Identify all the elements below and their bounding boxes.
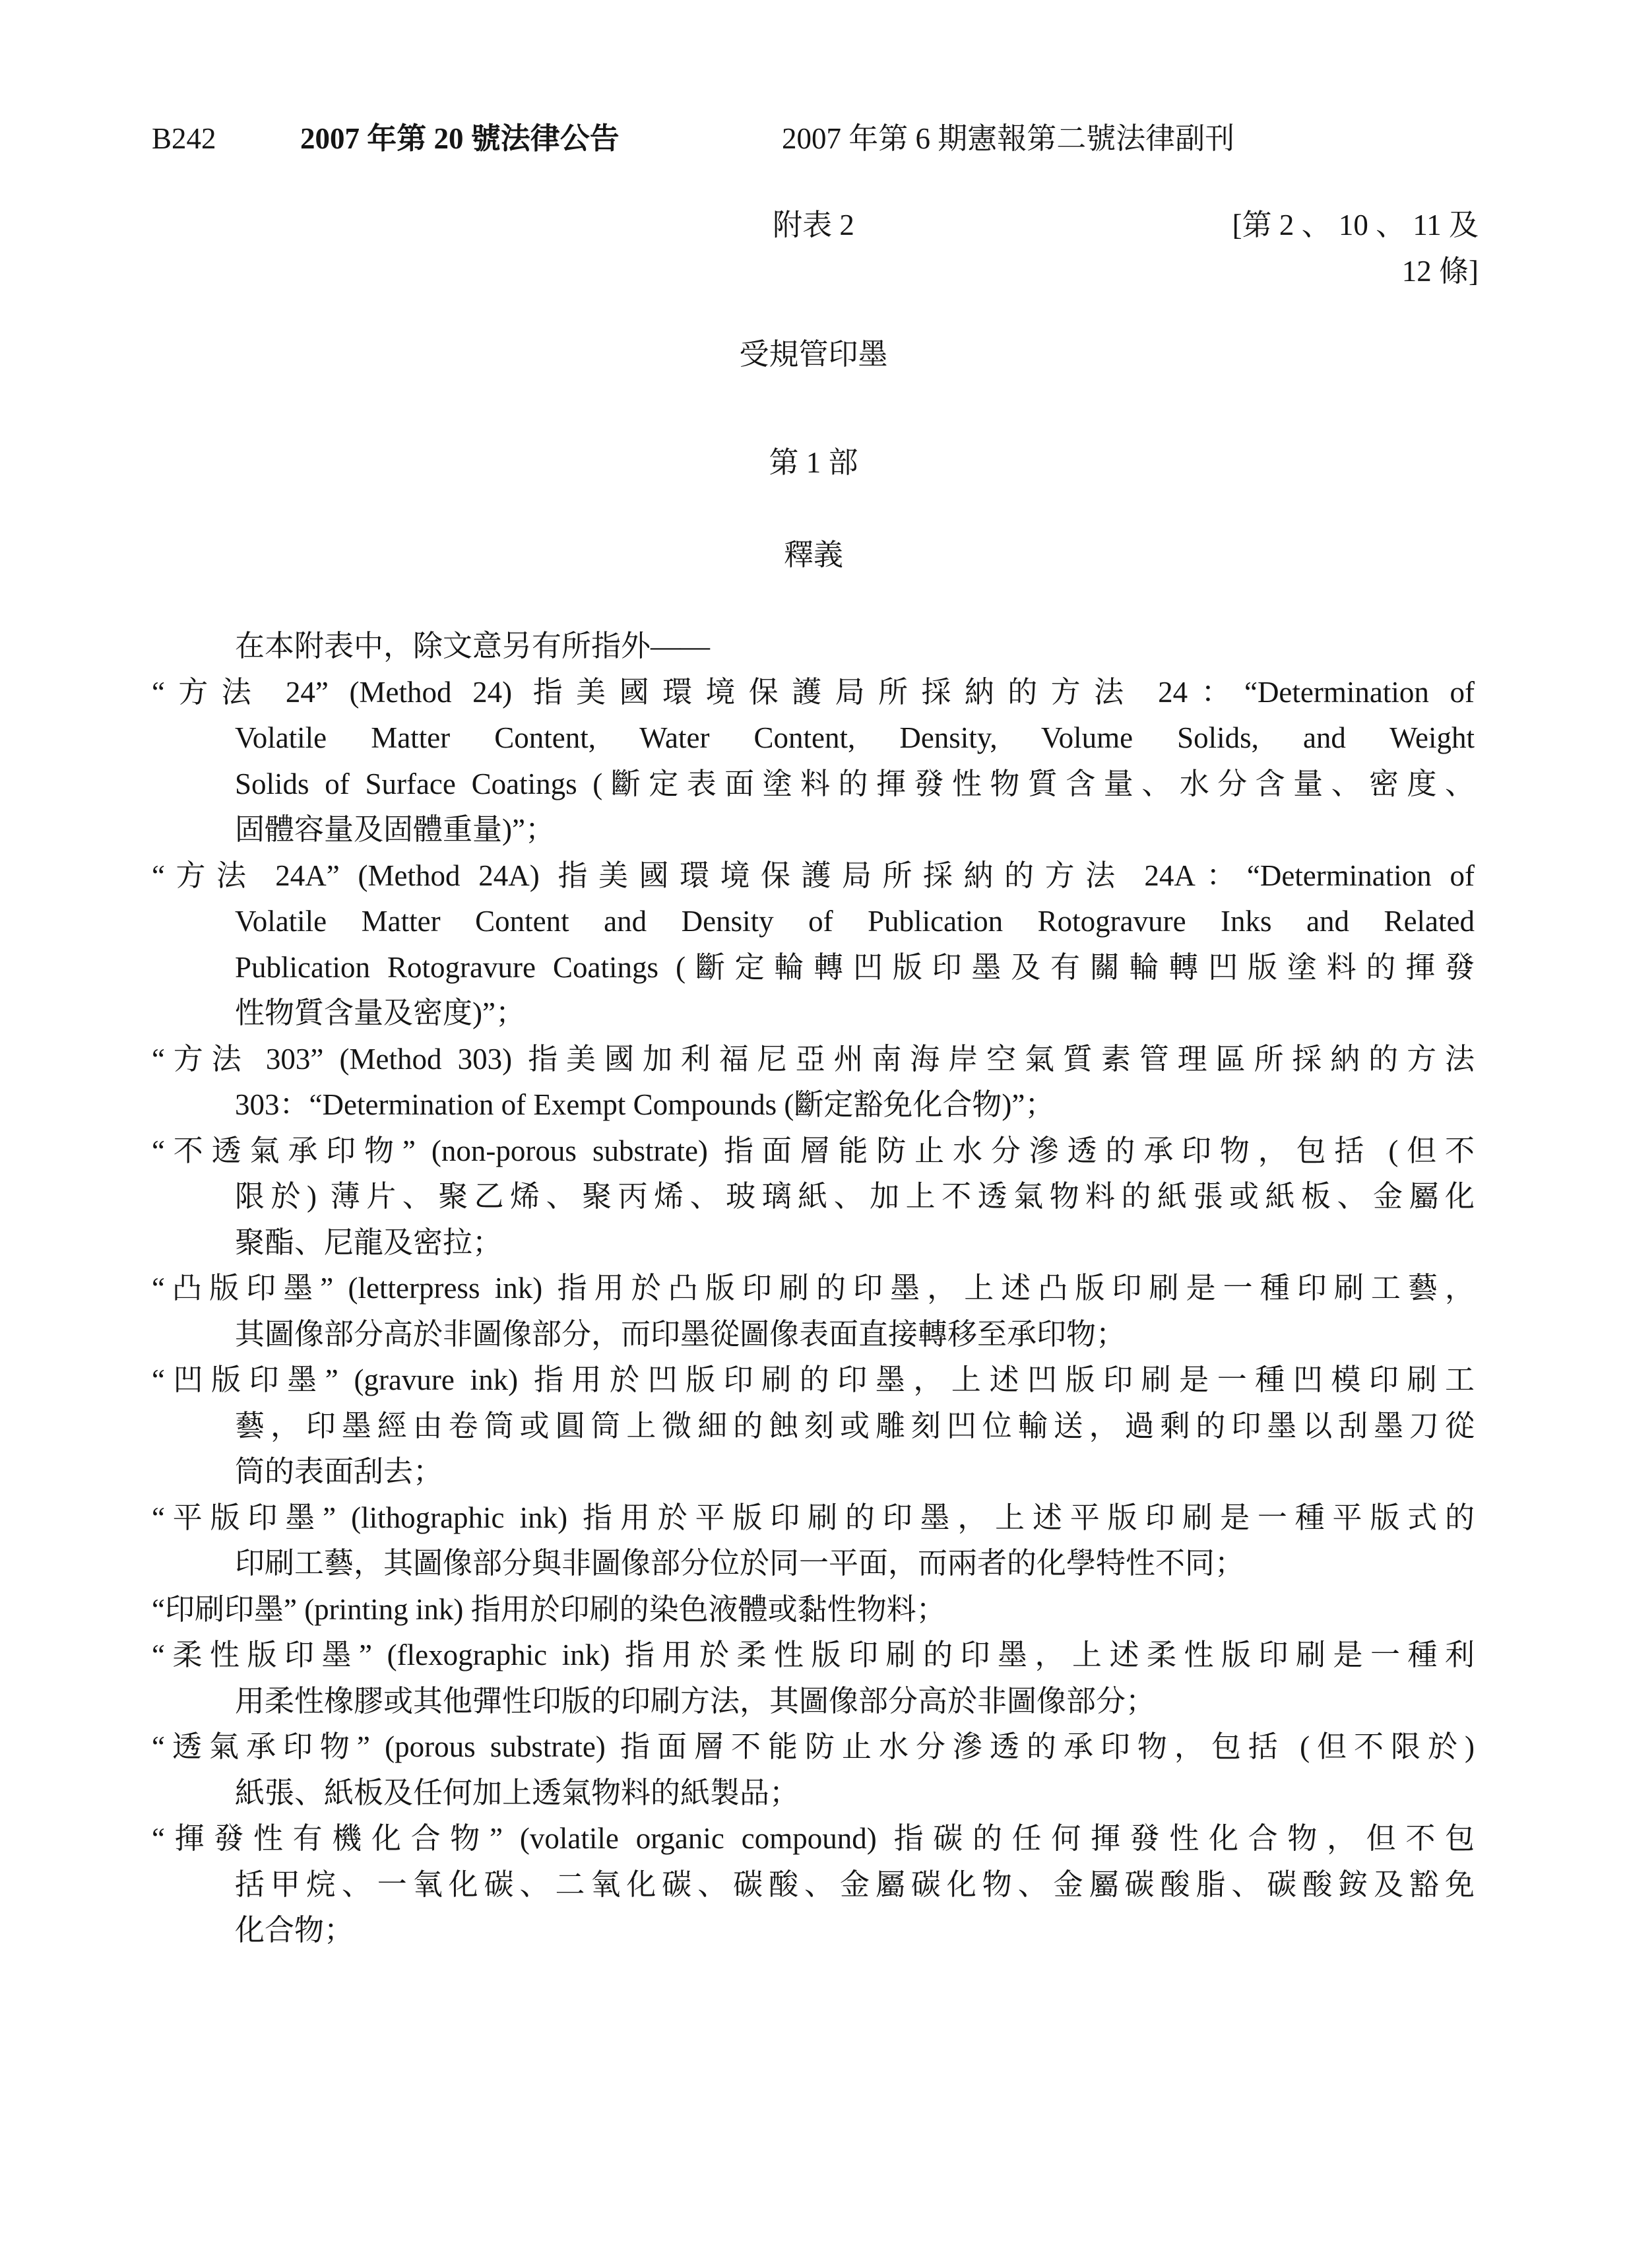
definition-line: Volatile Matter Content and Density of Publication Rotogravure Inks and Related: [235, 905, 1475, 938]
definition-line: “平版印墨” (lithographic ink) 指用於平版印刷的印墨，上述平版印刷是一種平版式的: [152, 1501, 1475, 1534]
definitions: [152, 670, 1475, 1954]
definition-line: 其圖像部分高於非圖像部分，而印墨從圖像表面直接轉移至承印物；: [235, 1317, 1126, 1351]
definition-line: “凸版印墨” (letterpress ink) 指用於凸版印刷的印墨，上述凸版印刷是一種印刷工藝，: [152, 1272, 1475, 1305]
body-text: [152, 624, 1475, 1954]
section-reference-line1: [第 2 、 10 、 11 及: [1232, 209, 1479, 242]
definition-line: 括甲烷、一氧化碳、二氧化碳、碳酸、金屬碳化物、金屬碳酸脂、碳酸銨及豁免: [235, 1867, 1475, 1901]
page-number: B242: [152, 122, 216, 155]
part-subheading: 釋義: [783, 538, 843, 571]
definition-line: “透氣承印物” (porous substrate) 指面層不能防止水分滲透的承印物，包括 (但不限於): [152, 1730, 1475, 1763]
definition-line: 化合物；: [235, 1914, 354, 1947]
schedule-title: 附表 2: [773, 209, 854, 242]
definition-line: 固體容量及固體重量)”；: [235, 813, 555, 846]
definition-line: “印刷印墨” (printing ink) 指用於印刷的染色液體或黏性物料；: [152, 1592, 946, 1626]
definition-line: “方法 24” (Method 24) 指美國環境保護局所採納的方法 24：“Determination of: [152, 675, 1475, 709]
definition-line: “不透氣承印物” (non-porous substrate) 指面層能防止水分滲透的承印物，包括 (但不: [152, 1134, 1475, 1167]
section-reference: [1232, 202, 1479, 294]
definition-line: 性物質含量及密度)”；: [235, 996, 525, 1029]
definition-line: Publication Rotogravure Coatings (斷定輪轉凹版印墨及有關輪轉凹版塗料的揮發: [235, 950, 1475, 984]
part-heading: 第 1 部: [769, 446, 858, 479]
intro-paragraph: 在本附表中，除文意另有所指外——: [235, 630, 711, 663]
definition-line: 聚酯、尼龍及密拉；: [235, 1225, 503, 1259]
gazette-title: 2007 年第 6 期憲報第二號法律副刊: [782, 122, 1235, 155]
definition-line: “柔性版印墨” (flexographic ink) 指用於柔性版印刷的印墨，上述柔性版印刷是一種利: [152, 1638, 1475, 1671]
definition-line: 紙張、紙板及任何加上透氣物料的紙製品；: [235, 1776, 800, 1809]
definition-line: Volatile Matter Content, Water Content, Density, Volume Solids, and Weight: [235, 721, 1475, 754]
definition-line: Solids of Surface Coatings (斷定表面塗料的揮發性物質含量、水分含量、密度、: [235, 767, 1475, 800]
definition-line: “方法 24A” (Method 24A) 指美國環境保護局所採納的方法 24A：“Determination of: [152, 859, 1475, 892]
definition-line: 限於) 薄片、聚乙烯、聚丙烯、玻璃紙、加上不透氣物料的紙張或紙板、金屬化: [235, 1180, 1475, 1213]
definition-line: “方法 303” (Method 303) 指美國加利福尼亞州南海岸空氣質素管理區所採納的方法: [152, 1042, 1475, 1076]
definition-line: 用柔性橡膠或其他彈性印版的印刷方法，其圖像部分高於非圖像部分；: [235, 1684, 1156, 1718]
definition-line: “揮發性有機化合物” (volatile organic compound) 指碳的任何揮發性化合物，但不包: [152, 1822, 1475, 1855]
section-reference-line2: 12 條]: [1401, 255, 1479, 288]
definition-line: 印刷工藝，其圖像部分與非圖像部分位於同一平面，而兩者的化學特性不同；: [235, 1547, 1245, 1580]
definition-line: 303：“Determination of Exempt Compounds (斷定豁免化合物)”；: [235, 1088, 1055, 1121]
definition-line: 筒的表面刮去；: [235, 1455, 443, 1488]
page-header: [0, 115, 1627, 162]
definition-line: “凹版印墨” (gravure ink) 指用於凹版印刷的印墨，上述凹版印刷是一種凹模印刷工: [152, 1363, 1475, 1396]
notice-title: 2007 年第 20 號法律公告: [300, 122, 620, 155]
definition-line: 藝，印墨經由卷筒或圓筒上微細的蝕刻或雕刻凹位輸送，過剩的印墨以刮墨刀從: [235, 1409, 1475, 1442]
subject-title: 受規管印墨: [739, 338, 888, 371]
